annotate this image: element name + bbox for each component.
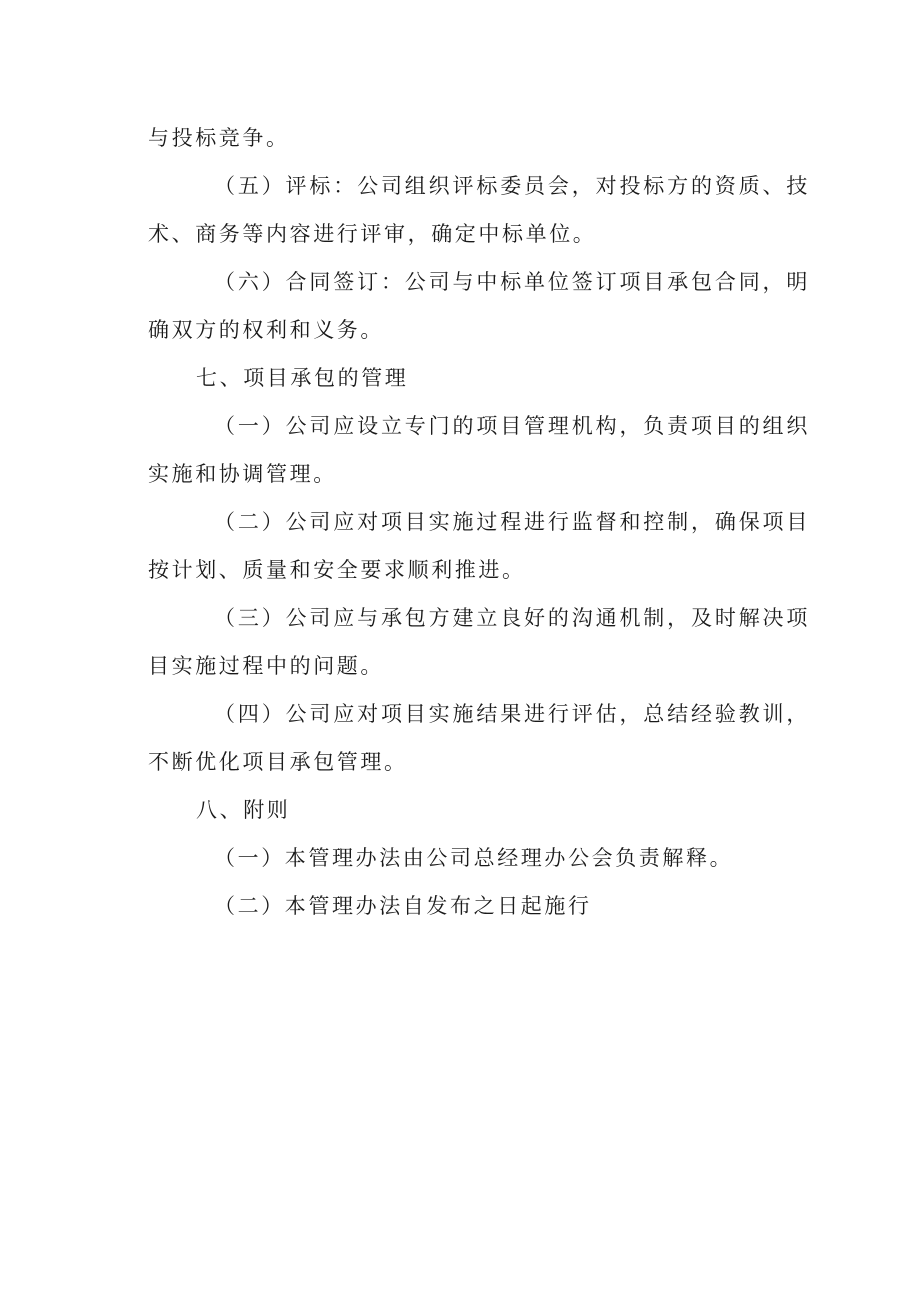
section-heading-management: 七、项目承包的管理 bbox=[196, 366, 409, 390]
section-heading-supplementary: 八、附则 bbox=[196, 798, 291, 822]
paragraph-item-supplementary-1: （一）本管理办法由公司总经理办公会负责解释。 bbox=[214, 846, 734, 870]
paragraph-item-management-1: （一）公司应设立专门的项目管理机构，负责项目的组织实施和协调管理。 bbox=[148, 414, 810, 486]
paragraph-item-management-2: （二）公司应对项目实施过程进行监督和控制，确保项目按计划、质量和安全要求顺利推进。 bbox=[148, 510, 810, 582]
paragraph-continuation: 与投标竞争。 bbox=[148, 126, 290, 150]
paragraph-item-supplementary-2: （二）本管理办法自发布之日起施行 bbox=[214, 894, 592, 918]
paragraph-item-management-3: （三）公司应与承包方建立良好的沟通机制，及时解决项目实施过程中的问题。 bbox=[148, 606, 810, 678]
paragraph-item-contract-signing: （六）合同签订：公司与中标单位签订项目承包合同，明确双方的权利和义务。 bbox=[148, 270, 810, 342]
paragraph-item-management-4: （四）公司应对项目实施结果进行评估，总结经验教训，不断优化项目承包管理。 bbox=[148, 702, 810, 774]
document-body bbox=[148, 114, 810, 930]
paragraph-item-bid-evaluation: （五）评标：公司组织评标委员会，对投标方的资质、技术、商务等内容进行评审，确定中标单位。 bbox=[148, 174, 810, 246]
